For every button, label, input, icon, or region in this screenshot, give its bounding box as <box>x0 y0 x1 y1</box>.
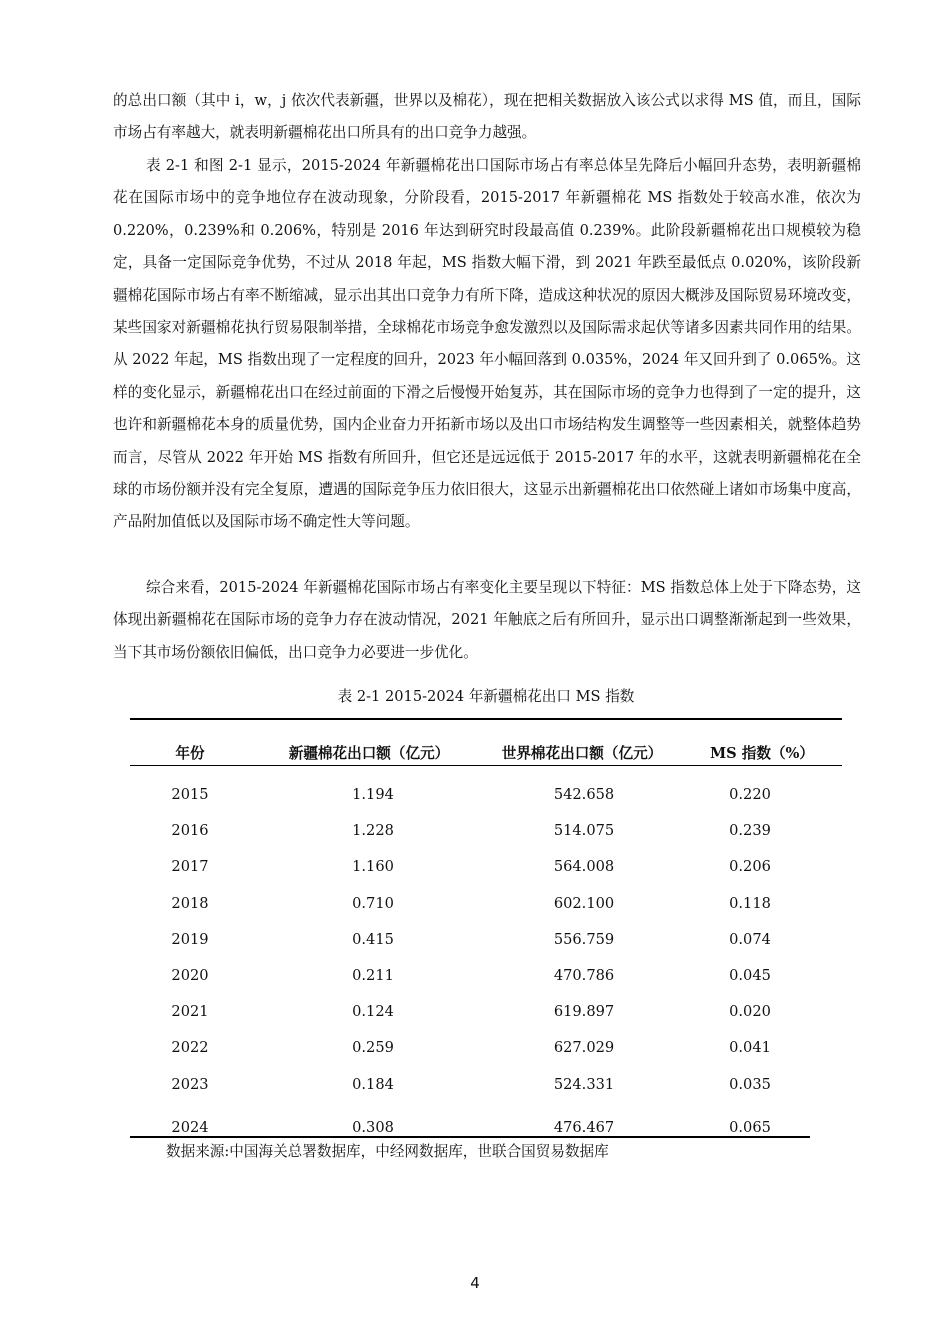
paragraph-1: 的总出口额（其中 i，w，j 依次代表新疆，世界以及棉花），现在把相关数据放入该公式以求得 MS 值，而且，国际市场占有率越大，就表明新疆棉花出口所具有的出口竞争力越强。 <box>113 92 861 142</box>
table-header-xinjiang-export: 新疆棉花出口额（亿元） <box>288 745 450 762</box>
table-cell-ms-index: 0.035 <box>729 1076 771 1093</box>
table-cell-xinjiang-export: 0.124 <box>352 1003 394 1020</box>
table-cell-xinjiang-export: 0.308 <box>352 1119 394 1136</box>
table-cell-xinjiang-export: 0.415 <box>352 931 394 948</box>
table-cell-year: 2020 <box>171 967 209 984</box>
table-header-ms-index: MS 指数（%） <box>709 745 815 762</box>
table-cell-world-export: 627.029 <box>553 1039 615 1056</box>
table-cell-xinjiang-export: 0.710 <box>352 895 394 912</box>
table-top-rule <box>130 718 842 720</box>
table-cell-ms-index: 0.065 <box>729 1119 771 1136</box>
table-cell-xinjiang-export: 1.228 <box>352 822 394 839</box>
table-cell-ms-index: 0.118 <box>729 895 771 912</box>
table-cell-ms-index: 0.041 <box>729 1039 771 1056</box>
table-cell-ms-index: 0.239 <box>729 822 771 839</box>
table-cell-year: 2019 <box>171 931 209 948</box>
table-cell-year: 2017 <box>171 858 209 875</box>
table-cell-xinjiang-export: 0.211 <box>352 967 394 984</box>
table-cell-world-export: 470.786 <box>553 967 615 984</box>
table-caption: 表 2-1 2015-2024 年新疆棉花出口 MS 指数 <box>337 688 635 705</box>
table-header-rule <box>130 765 842 766</box>
table-cell-world-export: 514.075 <box>553 822 615 839</box>
table-cell-world-export: 476.467 <box>553 1119 615 1136</box>
table-cell-year: 2021 <box>171 1003 209 1020</box>
table-cell-ms-index: 0.220 <box>729 786 771 803</box>
page-number: 4 <box>470 1274 480 1292</box>
table-cell-ms-index: 0.074 <box>729 931 771 948</box>
table-cell-year: 2022 <box>171 1039 209 1056</box>
table-cell-world-export: 556.759 <box>553 931 615 948</box>
table-cell-world-export: 564.008 <box>553 858 615 875</box>
table-cell-world-export: 602.100 <box>553 895 615 912</box>
table-cell-year: 2016 <box>171 822 209 839</box>
table-bottom-rule <box>130 1136 810 1138</box>
paragraph-2: 表 2-1 和图 2-1 显示，2015-2024 年新疆棉花出口国际市场占有率总体呈先降后小幅回升态势，表明新疆棉花在国际市场中的竞争地位存在波动现象，分阶段看，2015-2017 年新疆棉花 MS 指数处于较高水准，依次为 0.220%，0.239%和 0.206%，特别是 2016 年达到研究时段最高值 0.239%。此阶段新疆棉花出口规模较为稳定，具备一定国际竞争优势，不过从 2018 年起，MS 指数大幅下滑，到 2021 年跌至最低点 0.020%，该阶段新疆棉花国际市场占有率不断缩减，显示出其出口竞争力有所下降，造成这种状况的原因大概涉及国际贸易环境改变，某些国家对新疆棉花执行贸易限制举措，全球棉花市场竞争愈发激烈以及国际需求起伏等诸多因素共同作用的结果。从 2022 年起，MS 指数出现了一定程度的回升，2023 年小幅回落到 0.035%，2024 年又回升到了 0.065%。这样的变化显示，新疆棉花出口在经过前面的下滑之后慢慢开始复苏，其在国际市场的竞争力也得到了一定的提升，这也许和新疆棉花本身的质量优势，国内企业奋力开拓新市场以及出口市场结构发生调整等一些因素相关，就整体趋势而言，尽管从 2022 年开始 MS 指数有所回升，但它还是远远低于 2015-2017 年的水平，这就表明新疆棉花在全球的市场份额并没有完全复原，遭遇的国际竞争压力依旧很大，这显示出新疆棉花出口依然碰上诸如市场集中度高，产品附加值低以及国际市场不确定性大等问题。 <box>113 157 861 531</box>
table-cell-year: 2015 <box>171 786 209 803</box>
paragraph-3: 综合来看，2015-2024 年新疆棉花国际市场占有率变化主要呈现以下特征：MS 指数总体上处于下降态势，这体现出新疆棉花在国际市场的竞争力存在波动情况，2021 年触底之后有所回升，显示出口调整渐渐起到一些效果，当下其市场份额依旧偏低，出口竞争力必要进一步优化。 <box>113 579 861 661</box>
table-header-year: 年份 <box>175 745 205 762</box>
table-cell-ms-index: 0.020 <box>729 1003 771 1020</box>
table-cell-ms-index: 0.206 <box>729 858 771 875</box>
table-cell-ms-index: 0.045 <box>729 967 771 984</box>
table-cell-year: 2018 <box>171 895 209 912</box>
table-cell-year: 2023 <box>171 1076 209 1093</box>
table-cell-world-export: 524.331 <box>553 1076 615 1093</box>
table-cell-xinjiang-export: 1.194 <box>352 786 394 803</box>
table-cell-year: 2024 <box>171 1119 209 1136</box>
table-cell-world-export: 542.658 <box>553 786 615 803</box>
table-source-note: 数据来源:中国海关总署数据库，中经网数据库，世联合国贸易数据库 <box>166 1143 609 1160</box>
table-cell-xinjiang-export: 0.259 <box>352 1039 394 1056</box>
table-header-world-export: 世界棉花出口额（亿元） <box>501 745 663 762</box>
table-cell-world-export: 619.897 <box>553 1003 615 1020</box>
table-cell-xinjiang-export: 1.160 <box>352 858 394 875</box>
table-cell-xinjiang-export: 0.184 <box>352 1076 394 1093</box>
